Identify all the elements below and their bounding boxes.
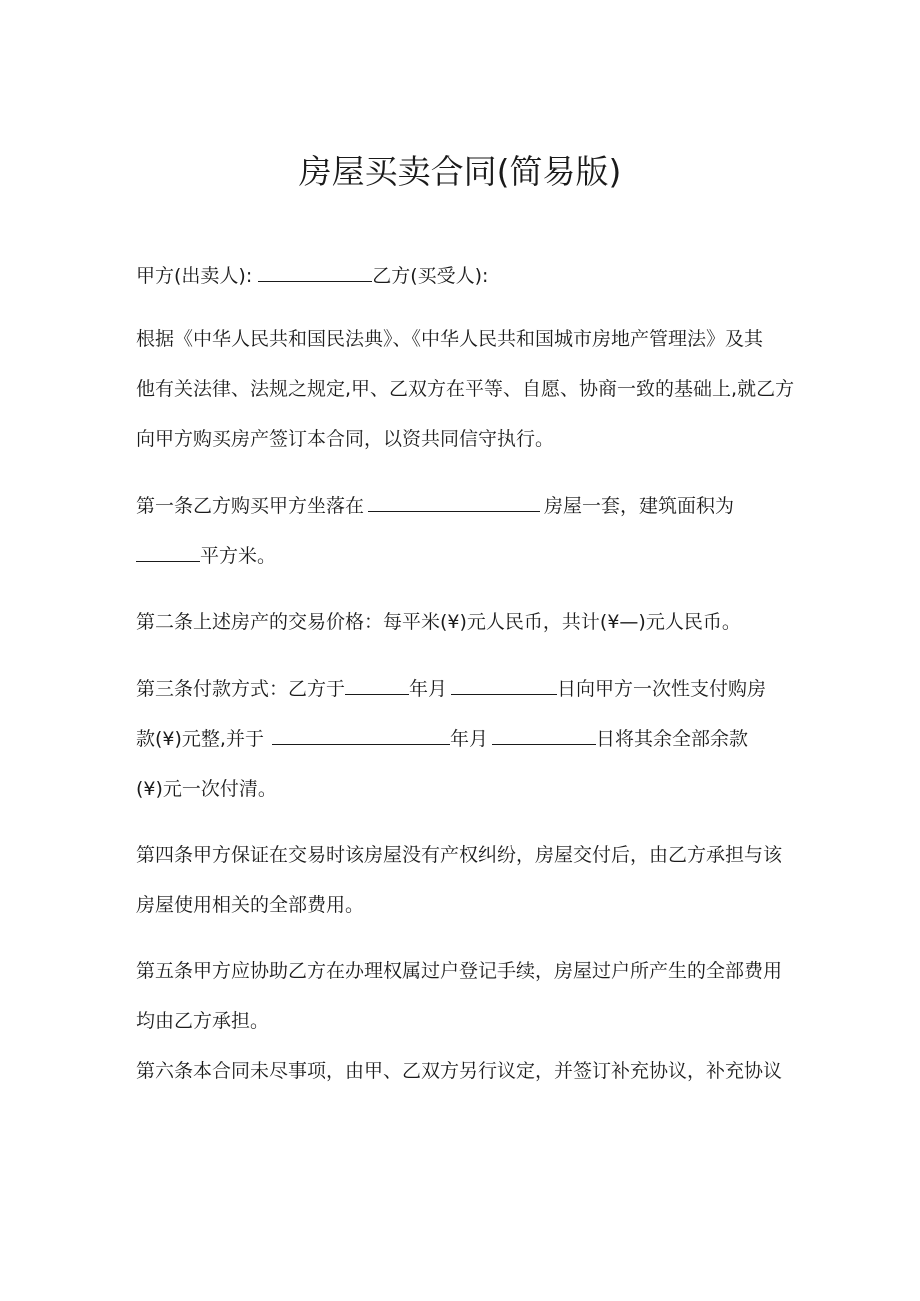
second-payment-year-blank[interactable] bbox=[272, 726, 450, 745]
article-3-line-2 bbox=[136, 725, 748, 753]
article-6-line-1: 第六条本合同未尽事项，由甲、乙双方另行议定，并签订补充协议，补充协议 bbox=[136, 1060, 783, 1082]
article-3-part-6: 日将其余全部余款 bbox=[595, 728, 748, 750]
parties-line bbox=[136, 262, 488, 290]
second-payment-day-blank[interactable] bbox=[492, 726, 596, 745]
article-3-line-3: (¥)元一次付清。 bbox=[136, 778, 277, 800]
first-payment-day-blank[interactable] bbox=[451, 676, 557, 695]
article-1-line-1 bbox=[136, 492, 734, 520]
preamble-line-1: 根据《中华人民共和国民法典》、《中华人民共和国城市房地产管理法》及其 bbox=[136, 328, 764, 350]
seller-name-blank[interactable] bbox=[258, 263, 372, 282]
article-5-line-1: 第五条甲方应协助乙方在办理权属过户登记手续，房屋过户所产生的全部费用 bbox=[136, 960, 783, 982]
first-payment-year-blank[interactable] bbox=[345, 676, 409, 695]
article-1-part-2: 房屋一套，建筑面积为 bbox=[544, 495, 735, 517]
article-3-part-2: 年月 bbox=[409, 678, 448, 700]
buyer-label: 乙方(买受人): bbox=[372, 265, 489, 287]
article-1-part-3: 平方米。 bbox=[200, 545, 277, 567]
article-1-part-1: 第一条乙方购买甲方坐落在 bbox=[136, 495, 365, 517]
preamble-line-2: 他有关法律、法规之规定,甲、乙双方在平等、自愿、协商一致的基础上,就乙方 bbox=[136, 378, 795, 400]
article-5-line-2: 均由乙方承担。 bbox=[136, 1010, 270, 1032]
article-3-part-3: 日向甲方一次性支付购房 bbox=[557, 678, 767, 700]
location-blank[interactable] bbox=[368, 493, 540, 512]
article-2: 第二条上述房产的交易价格：每平米(¥)元人民币，共计(¥—)元人民币。 bbox=[136, 611, 741, 633]
preamble-line-3: 向甲方购买房产签订本合同，以资共同信守执行。 bbox=[136, 428, 555, 450]
article-3-part-4: 款(¥)元整,并于 bbox=[136, 728, 264, 750]
area-blank[interactable] bbox=[136, 543, 200, 562]
page-title: 房屋买卖合同(简易版) bbox=[298, 152, 622, 191]
article-4-line-2: 房屋使用相关的全部费用。 bbox=[136, 894, 365, 916]
seller-label: 甲方(出卖人): bbox=[136, 265, 253, 287]
article-3-part-5: 年月 bbox=[449, 728, 488, 750]
article-3-line-1 bbox=[136, 675, 766, 703]
article-1-line-2 bbox=[136, 542, 276, 570]
article-4-line-1: 第四条甲方保证在交易时该房屋没有产权纠纷，房屋交付后，由乙方承担与该 bbox=[136, 844, 783, 866]
article-3-part-1: 第三条付款方式：乙方于 bbox=[136, 678, 346, 700]
